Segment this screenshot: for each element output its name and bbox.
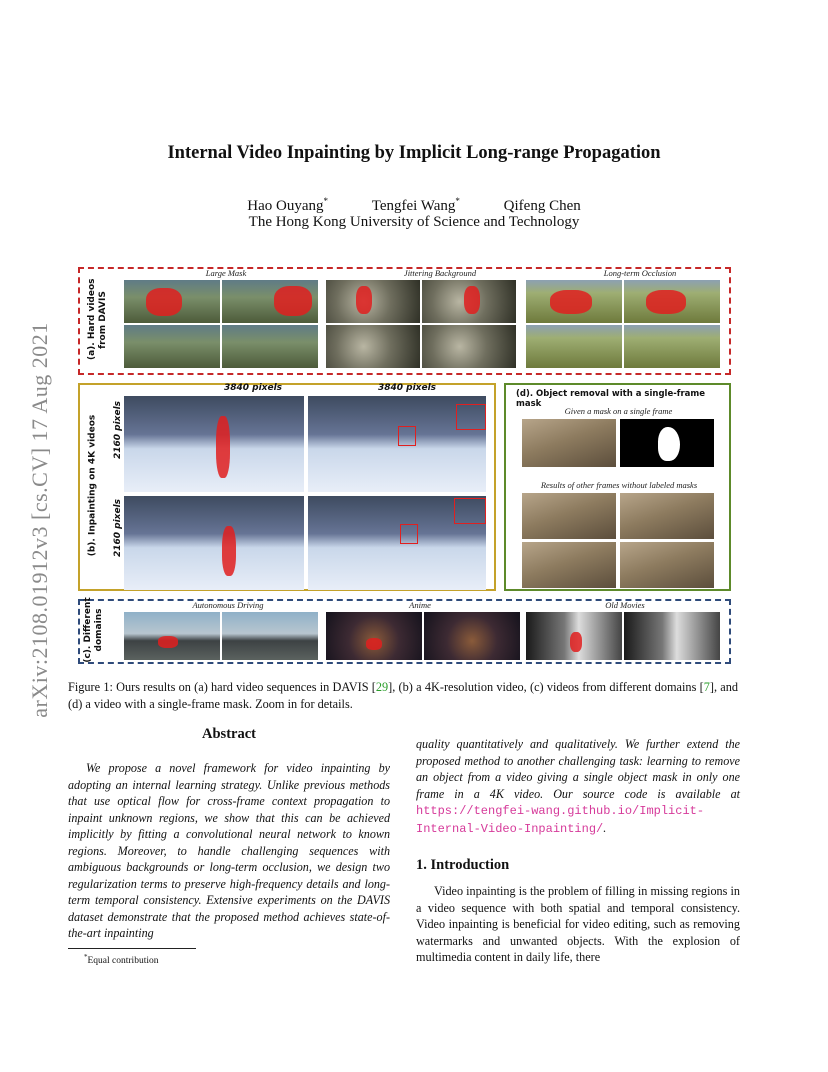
caption-large-mask: Large Mask — [205, 268, 247, 278]
citation-link[interactable]: 7 — [703, 680, 710, 694]
author-1: Hao Ouyang* — [247, 196, 328, 214]
height-label-bottom: 2160 pixels — [113, 498, 123, 558]
author-list — [0, 196, 828, 215]
rocks-frame — [620, 542, 714, 588]
figure-caption: Figure 1: Ours results on (a) hard video sequences in DAVIS [29], (b) a 4K-resolution video, (c) videos from different domains [7], and (d) a video with a single-frame mask. Zoom in for details. — [68, 680, 739, 711]
old-movie-frame — [624, 612, 720, 660]
panel-d-caption-bottom: Results of other frames without labeled masks — [540, 480, 698, 490]
caption-old-movies: Old Movies — [605, 600, 645, 610]
ice-rink-frame — [308, 396, 486, 492]
caption-long-term-occlusion: Long-term Occlusion — [603, 268, 677, 278]
figure-panel-a — [78, 267, 731, 375]
davis-frame — [326, 325, 420, 368]
davis-frame — [526, 280, 622, 323]
affiliation: The Hong Kong University of Science and Technology — [248, 214, 580, 230]
davis-frame — [326, 280, 420, 323]
ice-rink-frame — [124, 396, 304, 492]
rocks-frame — [620, 493, 714, 539]
single-frame-mask — [620, 419, 714, 467]
introduction-text: Video inpainting is the problem of filling in missing regions in a video sequence with both spatial and temporal consistency. Video inpainting is beneficial for video editing, such as removing watermarks and unwanted objects. With the explosion of multimedia content in daily life, there — [416, 884, 740, 964]
introduction-heading: 1. Introduction — [416, 857, 510, 873]
footnote-rule — [68, 948, 196, 949]
davis-frame — [624, 325, 720, 368]
width-label-right: 3840 pixels — [377, 383, 437, 393]
panel-c-label: (c). Different domains — [83, 597, 104, 663]
width-label-left: 3840 pixels — [223, 383, 283, 393]
rocks-frame — [522, 419, 616, 467]
figure-panel-b — [78, 383, 496, 591]
height-label-top: 2160 pixels — [113, 400, 123, 460]
panel-d-caption-top: Given a mask on a single frame — [564, 406, 673, 416]
davis-frame — [526, 325, 622, 368]
abstract-text-left: We propose a novel framework for video inpainting by adopting an internal learning strategy. Unlike previous methods that use optical flow for cross-frame context propagation to inpaint unknown regions, we show that this can be achieved implicitly by fitting a convolutional neural network to known regions. Moreover, to handle challenging sequences with ambiguous backgrounds or long-term occlusion, we design two regularization terms to preserve high-frequency details and long-term temporal consistency. Extensive experiments on the DAVIS dataset demonstrate that the proposed method achieves state-of-the-art inpainting — [68, 761, 390, 940]
paper-title: Internal Video Inpainting by Implicit Long-range Propagation — [167, 143, 661, 163]
citation-link[interactable]: 29 — [375, 680, 389, 694]
figure-panel-d — [504, 383, 731, 591]
source-code-link[interactable]: https://tengfei-wang.github.io/Implicit-Internal-Video-Inpainting/ — [416, 804, 705, 836]
ice-rink-frame — [308, 496, 486, 590]
davis-frame — [624, 280, 720, 323]
davis-frame — [124, 280, 220, 323]
caption-jittering-background: Jittering Background — [403, 268, 477, 278]
davis-frame — [222, 325, 318, 368]
author-3: Qifeng Chen — [503, 198, 581, 214]
panel-d-title: (d). Object removal with a single-frame mask — [516, 389, 705, 409]
caption-anime: Anime — [409, 600, 431, 610]
old-movie-frame — [526, 612, 622, 660]
davis-frame — [124, 325, 220, 368]
caption-autonomous-driving: Autonomous Driving — [192, 600, 264, 610]
ice-rink-frame — [124, 496, 304, 590]
abstract-text-right: quality quantitatively and qualitatively. We further extend the proposed method to another challenging task: learning to remove an object from a video giving a single object mask in only one frame in a 4K video. Our source code is available at https://tengfei-wang.github.io/Implicit-Internal-Video-Inpainting/. — [416, 737, 740, 836]
anime-frame — [424, 612, 520, 660]
abstract-heading: Abstract — [202, 726, 256, 742]
davis-frame — [422, 325, 516, 368]
rocks-frame — [522, 493, 616, 539]
rocks-frame — [522, 542, 616, 588]
arxiv-sidebar-stamp — [12, 280, 68, 760]
anime-frame — [326, 612, 422, 660]
driving-frame — [222, 612, 318, 660]
panel-b-label: (b). Inpainting on 4K videos — [87, 414, 98, 557]
figure-panel-c — [78, 599, 731, 664]
driving-frame — [124, 612, 220, 660]
footnote: *Equal contribution — [84, 953, 159, 967]
author-2: Tengfei Wang* — [371, 196, 460, 214]
panel-a-label: (a). Hard videos from DAVIS — [87, 278, 108, 360]
davis-frame — [222, 280, 318, 323]
davis-frame — [422, 280, 516, 323]
arxiv-id: arXiv:2108.01912v3 [cs.CV] 17 Aug 2021 — [27, 322, 52, 718]
